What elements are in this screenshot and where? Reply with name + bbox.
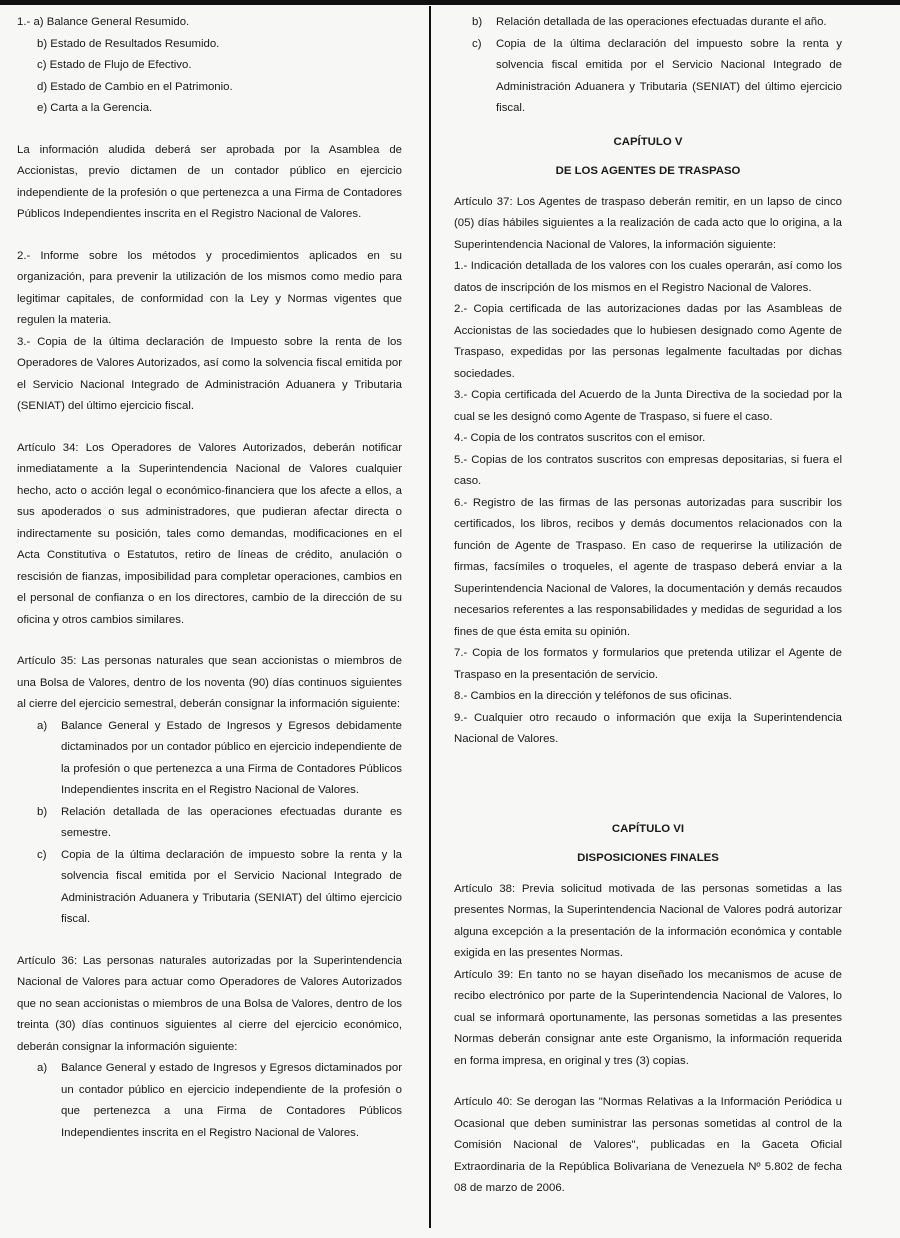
list-item: 6.- Registro de las firmas de las personas autorizadas para suscribir los certificados, los libros, recibos y demás documentos relacionados con la función de Agente de Traspaso. En caso de requerirse la utilización de firmas, facsímiles o troqueles, el agente de traspaso deberá enviar a la Superintendencia Nacional de Valores, la documentación y demás recaudos necesarios referentes a las responsabilidades y medidas de seguridad a los fines de que ésta emita su opinión. (454, 496, 842, 638)
header-rule (0, 0, 900, 5)
continued-list (454, 12, 842, 120)
list-item: c) Estado de Flujo de Efectivo. (37, 59, 192, 71)
left-column (17, 12, 402, 1164)
list-item: 3.- Copia certificada del Acuerdo de la Junta Directiva de la sociedad por la cual se les designó como Agente de Traspaso, si fuere el caso. (454, 389, 842, 423)
list-item: b) Estado de Resultados Resumido. (37, 37, 220, 50)
list-item: b) Relación detallada de las operaciones efectuadas durante el año. (472, 16, 827, 28)
article-37-list (454, 256, 842, 751)
list-item: c) Copia de la última declaración del impuesto sobre la renta y solvencia fiscal emitida por el Servicio Nacional Integrado de Administración Aduanera y Tributaria (SENIAT) del último ejercicio fiscal. (472, 37, 842, 114)
list-item: 1.- a) Balance General Resumido. (17, 16, 190, 28)
statements-list (17, 12, 402, 120)
list-item: 1.- Indicación detallada de los valores con los cuales operarán, así como los datos de inscripción de los mismos en el Registro Nacional de Valores. (454, 260, 842, 294)
list-item: e) Carta a la Gerencia. (37, 102, 153, 114)
list-item: 2.- Copia certificada de las autorizaciones dadas por las Asambleas de Accionistas de las sociedades que lo hubiesen designado como Agente de Traspaso, expedidas por las personas legalmente facultadas por dichas sociedades. (454, 303, 842, 380)
article-36: Artículo 36: Las personas naturales autorizadas por la Superintendencia Nacional de Valores para actuar como Operadores de Valores Autorizados que no sean accionistas o miembros de una Bolsa de Valores, dentro de los treinta (30) días continuos siguientes al cierre del ejercicio económico, deberán consignar la información siguiente: (17, 954, 402, 1053)
list-item: 4.- Copia de los contratos suscritos con el emisor. (454, 432, 706, 444)
chapter-6-title: CAPÍTULO VI (611, 822, 685, 835)
chapter-6-subtitle: DISPOSICIONES FINALES (577, 851, 719, 864)
article-35-list (17, 716, 402, 931)
list-item: 8.- Cambios en la dirección y teléfonos de sus oficinas. (454, 690, 732, 702)
article-40: Artículo 40: Se derogan las "Normas Relativas a la Información Periódica u Ocasional que deben suministrar las personas sometidas al control de la Comisión Nacional de Valores", publicadas en la Gaceta Oficial Extraordinaria de la República Bolivariana de Venezuela Nº 5.802 de fecha 08 de marzo de 2006. (454, 1096, 842, 1194)
list-item: d) Estado de Cambio en el Patrimonio. (37, 80, 233, 93)
item-3-paragraph: 3.- Copia de la última declaración de Impuesto sobre la renta de los Operadores de Valores Autorizados, así como la solvencia fiscal emitida por el Servicio Nacional Integrado de Administración Aduanera y Tributaria (SENIAT) del último ejercicio fiscal. (17, 335, 402, 412)
list-item: a) Balance General y estado de Ingresos y Egresos dictaminados por un contador público en ejercicio independiente de la profesión o que pertenezca a una Firma de Contadores Públicos Independientes inscrita en el Registro Nacional de Valores. (37, 1062, 402, 1139)
list-item: 5.- Copias de los contratos suscritos con empresas depositarias, si fuera el caso. (454, 453, 842, 487)
list-item: 9.- Cualquier otro recaudo o información que exija la Superintendencia Nacional de Valores. (454, 711, 842, 745)
article-37: Artículo 37: Los Agentes de traspaso deberán remitir, en un lapso de cinco (05) días hábiles siguientes a la realización de cada acto que lo origina, a la Superintendencia Nacional de Valores, la información siguiente: (454, 195, 842, 251)
article-39: Artículo 39: En tanto no se hayan diseñado los mecanismos de acuse de recibo electrónico por parte de la Superintendencia Nacional de Valores, lo cual se informará oportunamente, las personas sometidas a las presentes Normas deberán consignar ante este Organismo, la información requerida en forma impresa, en original y tres (3) copias. (454, 968, 842, 1067)
list-item: a) Balance General y Estado de Ingresos y Egresos debidamente dictaminados por un contador público en ejercicio independiente de la profesión o que pertenezca a una Firma de Contadores Públicos Independientes inscrita en el Registro Nacional de Valores. (37, 719, 402, 796)
article-35: Artículo 35: Las personas naturales que sean accionistas o miembros de una Bolsa de Valores, dentro de los noventa (90) días continuos siguientes al cierre del ejercicio semestral, deberán consignar la información siguiente: (17, 655, 402, 710)
article-34: Artículo 34: Los Operadores de Valores Autorizados, deberán notificar inmediatamente a la Superintendencia Nacional de Valores cualquier hecho, acto o acción legal o económico-financiera que los afecte a ellos, a sus apoderados o sus administradores, que pudieran afectar directa o indirectamente su posición, tales como demandas, modificaciones en el Acta Constitutiva o Estatutos, retiro de líneas de crédito, anulación o rescisión de fianzas, imposibilidad para completar operaciones, cambios en el personal de confianza o en los directores, cambio de la dirección de su oficina y otros cambios similares. (17, 441, 402, 626)
article-36-list (17, 1058, 402, 1144)
article-38: Artículo 38: Previa solicitud motivada de las personas sometidas a las presentes Normas, la Superintendencia Nacional de Valores podrá autorizar alguna excepción a la presentación de la información económica y contable exigida en las presentes Normas. (454, 882, 842, 959)
approval-paragraph: La información aludida deberá ser aprobada por la Asamblea de Accionistas, previo dictamen de un contador público en ejercicio independiente de la profesión o que pertenezca a una Firma de Contadores Públicos Independientes inscrita en el Registro Nacional de Valores. (17, 143, 402, 220)
item-2-paragraph: 2.- Informe sobre los métodos y procedimientos aplicados en su organización, para prevenir la utilización de los mismos como medio para legitimar capitales, de conformidad con la Ley y Normas vigentes que regulen la materia. (17, 249, 402, 326)
list-item: c) Copia de la última declaración de impuesto sobre la renta y la solvencia fiscal emitida por el Servicio Nacional Integrado de Administración Aduanera y Tributaria (SENIAT) del último ejercicio fiscal. (37, 848, 402, 925)
list-item: b) Relación detallada de las operaciones efectuadas durante es semestre. (37, 805, 402, 839)
chapter-5-title: CAPÍTULO V (613, 135, 683, 148)
chapter-5-subtitle: DE LOS AGENTES DE TRASPASO (555, 164, 741, 177)
column-divider (429, 6, 431, 1228)
list-item: 7.- Copia de los formatos y formularios que pretenda utilizar el Agente de Traspaso en la presentación de servicio. (454, 647, 842, 681)
right-column (454, 12, 842, 1200)
